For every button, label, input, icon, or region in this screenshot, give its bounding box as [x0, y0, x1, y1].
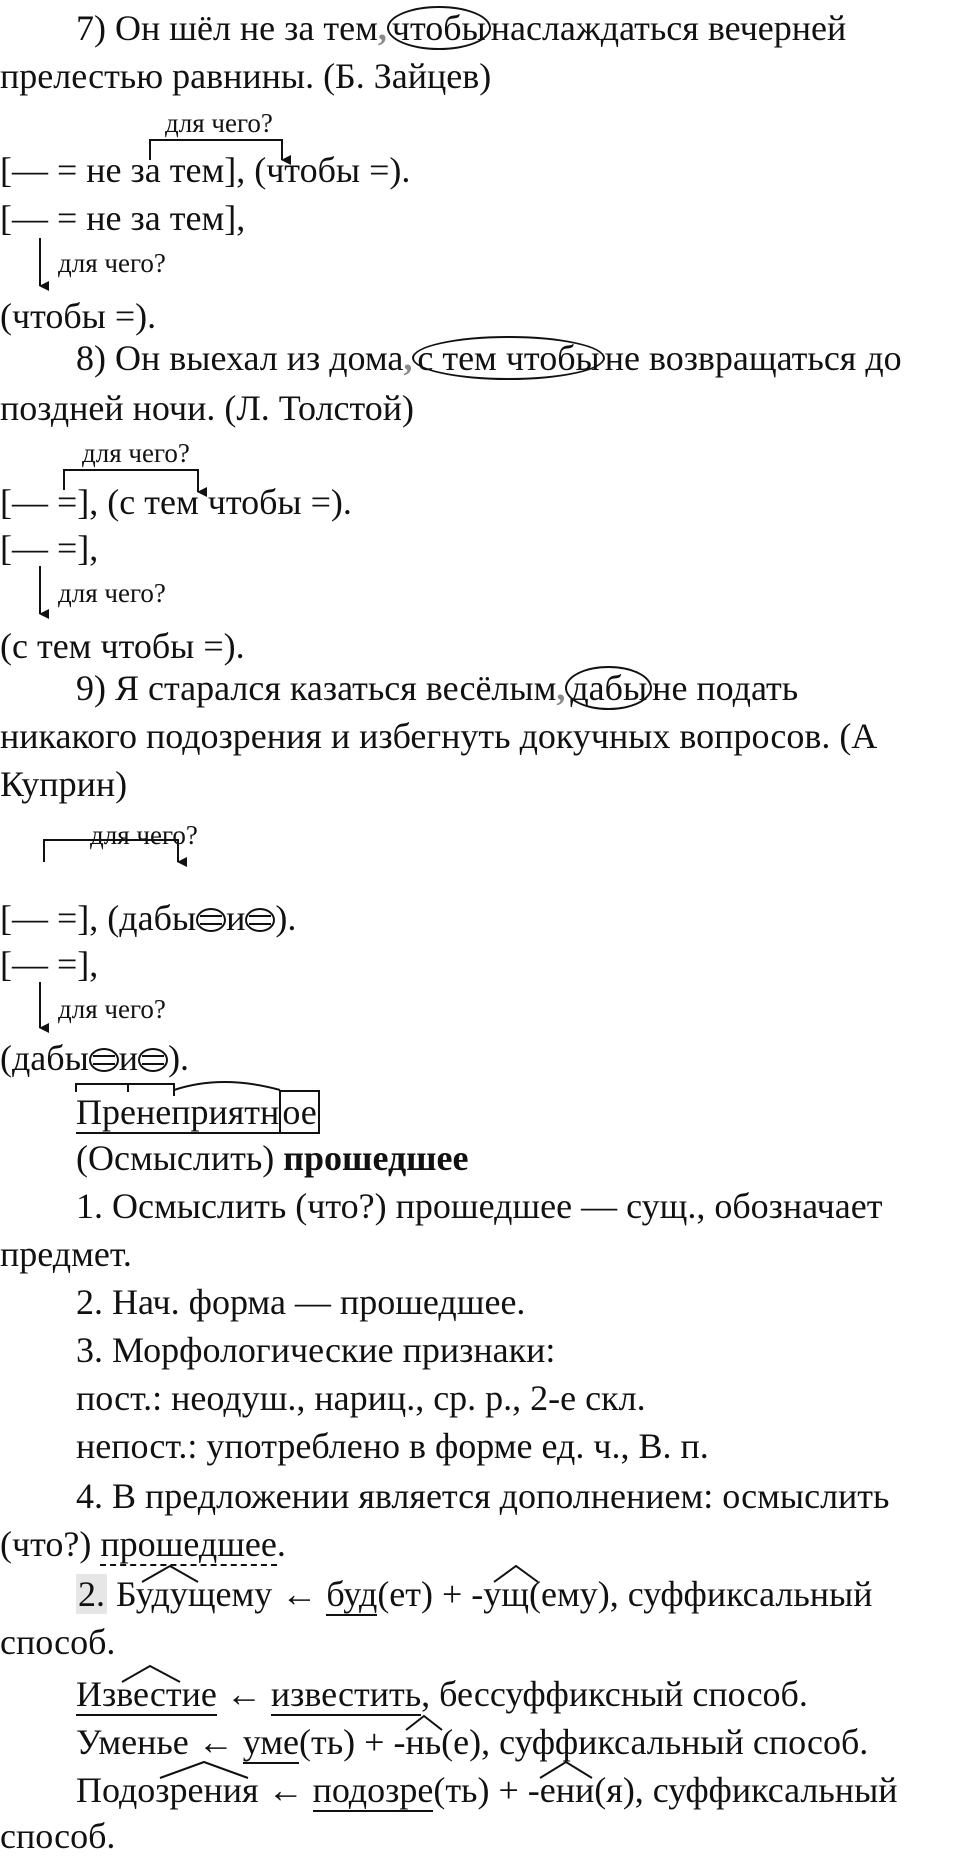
s9-scheme1-a: [— =], (дабы	[0, 898, 197, 938]
wf-w1-a: Будущему ←	[116, 1574, 327, 1614]
s7-line2: прелестью равнины. (Б. Зайцев)	[0, 56, 492, 96]
wf-w3-b: (ть) + -	[299, 1722, 406, 1762]
s8-bracket-arrow	[64, 470, 198, 492]
morph-p3a: пост.: неодуш., нариц., ср. р., 2-е скл.	[76, 1378, 646, 1418]
s9-line3: Куприн)	[0, 764, 128, 804]
wf-w1-suffix: ущ	[483, 1574, 530, 1614]
s8-scheme2-main: [— =],	[0, 528, 99, 568]
wf-w2-rest: , бессуффиксный способ.	[421, 1674, 808, 1714]
wf-w3-suffix: нь	[405, 1722, 442, 1762]
s9-scheme1-c: ).	[275, 898, 297, 938]
s8-text-a: 8) Он выехал из дома	[76, 338, 404, 378]
s9-text-a: 9) Я старался казаться весёлым	[76, 668, 557, 708]
prefix-mark	[76, 1084, 128, 1092]
s8-question-1: для чего?	[82, 438, 190, 468]
suffix-mark	[494, 1566, 538, 1582]
s9-bracket-arrow	[44, 840, 178, 862]
s8-scheme1: [— =], (с тем чтобы =).	[0, 482, 352, 522]
s7-question-2: для чего?	[58, 248, 166, 278]
morph-p4: 4. В предложении является дополнением: осмыслить	[76, 1476, 890, 1516]
s9-question-1: для чего?	[90, 820, 198, 850]
s9-comma: ,	[556, 668, 566, 708]
morph-p2: 2. Нач. форма — прошедшее.	[76, 1282, 526, 1322]
word-ending: ое	[279, 1090, 319, 1134]
word-stem: Пренеприятн	[76, 1092, 280, 1132]
wf-w1-base: буд	[326, 1574, 378, 1614]
s9-scheme1-b: и	[226, 898, 246, 938]
s7-text-a: 7) Он шёл не за тем	[76, 8, 378, 48]
s9-scheme2-a: (дабы	[0, 1038, 89, 1078]
wf-w2-word: Известие	[76, 1674, 217, 1714]
wf-w1-c: (ему), суффиксальный	[529, 1574, 873, 1614]
wf-w4-suffix: ени	[539, 1770, 595, 1810]
s7-bracket-arrow	[150, 140, 282, 160]
wf-line4b: способ.	[0, 1816, 116, 1856]
s7-question-1: для чего?	[165, 108, 273, 138]
s9-scheme2-main: [— =],	[0, 944, 99, 984]
wf-w4-a: Подозрения ←	[76, 1770, 313, 1810]
s8-text-b: не возвращаться до	[604, 338, 902, 378]
wf-w3-c: (е), суффиксальный способ.	[441, 1722, 869, 1762]
suffix-mark	[540, 1762, 592, 1778]
s9-text-b: не подать	[652, 668, 799, 708]
s8-comma: ,	[403, 338, 413, 378]
s7-scheme1: [— = не за тем], (чтобы =).	[0, 150, 411, 190]
morph-p3b: непост.: употреблено в форме ед. ч., В. п.	[76, 1426, 709, 1466]
wf-number: 2.	[78, 1574, 105, 1614]
suffix-mark	[406, 1716, 442, 1730]
suffix-mark	[142, 1566, 198, 1582]
morph-p1b: предмет.	[0, 1234, 132, 1274]
wf-w4-base: подозре	[312, 1770, 434, 1810]
s8-scheme2-sub: (с тем чтобы =).	[0, 626, 245, 666]
wf-w3-base: уме	[242, 1722, 300, 1762]
s9-scheme2-c: ).	[168, 1038, 190, 1078]
s7-conjunction: чтобы	[387, 6, 491, 50]
suffix-mark	[122, 1666, 180, 1682]
wf-line1b: способ.	[0, 1622, 116, 1662]
wf-w4-c: (я), суффиксальный	[594, 1770, 898, 1810]
s9-scheme2-b: и	[118, 1038, 139, 1078]
morph-p4b-end: .	[276, 1524, 286, 1564]
wf-w4-b: (ть) + -	[433, 1770, 540, 1810]
wf-w1-b: (ет) + -	[377, 1574, 484, 1614]
s9-line2: никакого подозрения и избегнуть докучных вопросов. (А	[0, 716, 878, 756]
s7-text-b: наслаждаться вечерней	[490, 8, 847, 48]
morph-p3: 3. Морфологические признаки:	[76, 1330, 556, 1370]
s8-conjunction: с тем чтобы	[412, 336, 604, 380]
morph-heading-bold: прошедшее	[283, 1138, 469, 1178]
morph-p1: 1. Осмыслить (что?) прошедшее — сущ., обозначает	[76, 1186, 883, 1226]
morph-p4b-a: (что?)	[0, 1524, 92, 1564]
root-arc	[174, 1082, 280, 1090]
s9-conjunction: дабы	[565, 666, 652, 710]
s7-scheme2-main: [— = не за тем],	[0, 198, 246, 238]
s8-question-2: для чего?	[58, 578, 166, 608]
suffix-mark	[160, 1762, 248, 1778]
s8-line2: поздней ночи. (Л. Толстой)	[0, 388, 415, 428]
s7-scheme2-sub: (чтобы =).	[0, 296, 157, 336]
morph-heading-plain: (Осмыслить)	[76, 1138, 275, 1178]
prefix-mark	[128, 1084, 174, 1092]
s9-question-2: для чего?	[58, 994, 166, 1024]
wf-w3-a: Уменье ←	[76, 1722, 243, 1762]
wf-w2-arrow: ←	[216, 1674, 271, 1714]
object-word: прошедшее	[100, 1524, 277, 1564]
s7-comma: ,	[377, 8, 387, 48]
wf-w2-base: известить	[270, 1674, 422, 1714]
